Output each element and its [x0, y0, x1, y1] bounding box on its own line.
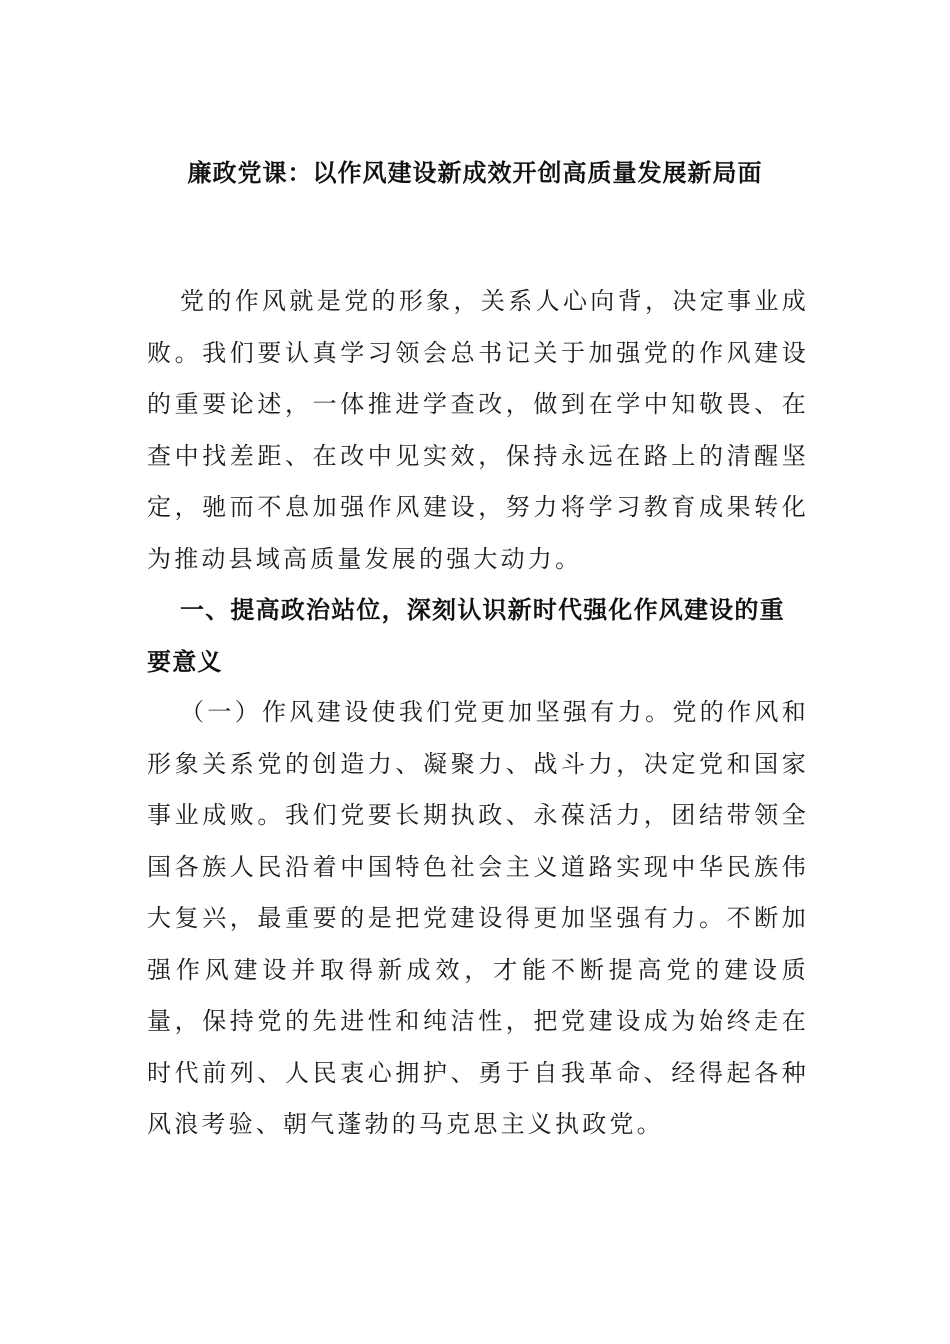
section-1-subsection-1-paragraph: （一）作风建设使我们党更加坚强有力。党的作风和形象关系党的创造力、凝聚力、战斗力，决定党和国家事业成败。我们党要长期执政、永葆活力，团结带领全国各族人民沿着中国特色社会主义道路实现中华民族伟大复兴，最重要的是把党建设得更加坚强有力。不断加强作风建设并取得新成效，才能不断提高党的建设质量，保持党的先进性和纯洁性，把党建设成为始终走在时代前列、人民衷心拥护、勇于自我革命、经得起各种风浪考验、朝气蓬勃的马克思主义执政党。	[147, 698, 809, 1138]
document-title: 廉政党课：以作风建设新成效开创高质量发展新局面	[187, 158, 763, 187]
intro-paragraph: 党的作风就是党的形象，关系人心向背，决定事业成败。我们要认真学习领会总书记关于加强党的作风建设的重要论述，一体推进学查改，做到在学中知敬畏、在查中找差距、在改中见实效，保持永远在路上的清醒坚定，驰而不息加强作风建设，努力将学习教育成果转化为推动县域高质量发展的强大动力。	[147, 287, 809, 573]
section-1-heading: 一、提高政治站位，深刻认识新时代强化作风建设的重要意义	[147, 595, 785, 676]
